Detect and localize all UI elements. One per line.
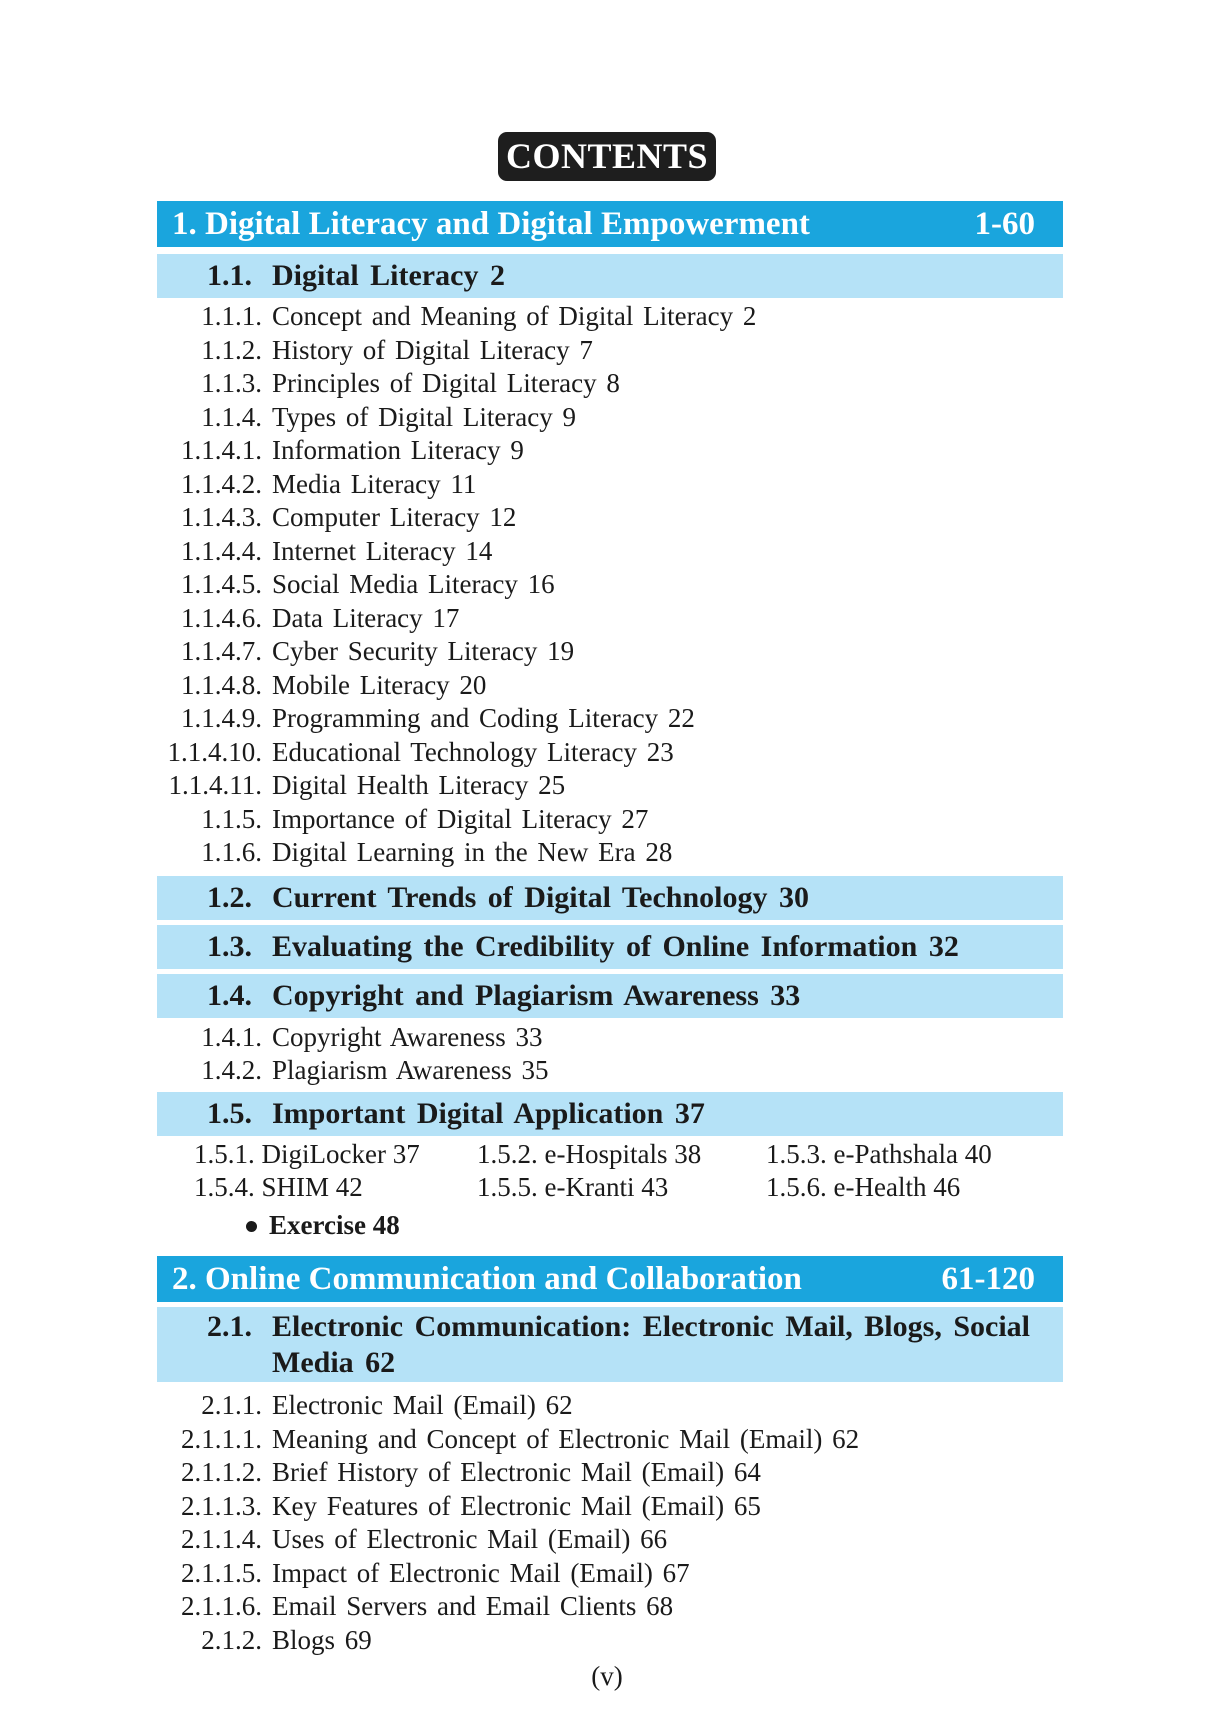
toc-entry-text: Educational Technology Literacy 23 (272, 736, 674, 767)
chapter-2-title: 2. Online Communication and Collaboration (172, 1261, 802, 1297)
title-wrap (0, 132, 1214, 181)
toc-entry (0, 334, 1214, 367)
toc-entry-text: Data Literacy 17 (272, 602, 460, 633)
toc-entry-number: 1.1.4.5. (181, 569, 262, 599)
toc-entry-text: Information Literacy 9 (272, 435, 524, 465)
toc-entry (0, 1490, 1214, 1523)
toc-entry-number: 1.1.4.4. (181, 535, 262, 566)
toc-entry-number: 1.1.2. (201, 334, 262, 365)
bullet-icon (246, 1221, 257, 1232)
toc-entry-text: Uses of Electronic Mail (Email) 66 (272, 1524, 668, 1554)
toc-entry-text: History of Digital Literacy 7 (272, 334, 593, 365)
toc-entry-text: Importance of Digital Literacy 27 (272, 803, 649, 834)
toc-entry-number: 2.1.1.2. (181, 1457, 262, 1487)
chapter-2-band (157, 1256, 1063, 1302)
toc-entry (0, 401, 1214, 434)
apps-row-2 (0, 1171, 1214, 1204)
chapter-2-pages: 61-120 (941, 1261, 1035, 1297)
toc-entry (0, 669, 1214, 702)
toc-entry-text: Cyber Security Literacy 19 (272, 636, 575, 666)
toc-entry-number: 2.1.1. (201, 1390, 262, 1420)
section-2-1-title: Electronic Communication: Electronic Mail, Blogs, Social Media 62 (272, 1310, 1030, 1379)
section-1-4-band (157, 974, 1063, 1018)
toc-entry-number: 1.4.2. (201, 1055, 262, 1085)
toc-entry (0, 1624, 1214, 1657)
section-1-5-title: Important Digital Application 37 (272, 1097, 705, 1130)
toc-entry-number: 2.1.1.6. (181, 1591, 262, 1621)
toc-entry-text: Plagiarism Awareness 35 (272, 1055, 549, 1085)
toc-entry (0, 736, 1214, 769)
toc-entry-number: 1.1.4.11. (168, 770, 262, 800)
toc-entry-number: 1.1.4.1. (181, 435, 262, 465)
toc-entry-text: Copyright Awareness 33 (272, 1022, 543, 1052)
toc-entry-text: Principles of Digital Literacy 8 (272, 368, 620, 398)
toc-entry (0, 468, 1214, 501)
toc-entry (0, 1054, 1214, 1087)
toc-entry-text: Digital Health Literacy 25 (272, 770, 566, 800)
section-1-1-title: Digital Literacy 2 (272, 259, 505, 292)
section-1-1-band (157, 254, 1063, 298)
toc-entry (0, 803, 1214, 836)
apps-row-1 (0, 1138, 1214, 1171)
toc-entry-number: 1.1.1. (201, 301, 262, 331)
toc-entry-text: Key Features of Electronic Mail (Email) 65 (272, 1490, 761, 1521)
toc-entry-text: Concept and Meaning of Digital Literacy 2 (272, 301, 757, 331)
toc-entry-text: Email Servers and Email Clients 68 (272, 1591, 674, 1621)
toc-entry-number: 1.1.5. (201, 803, 262, 834)
chapter-1-band (157, 201, 1063, 247)
toc-entry-number: 1.1.4.10. (167, 736, 262, 767)
toc-entry-text: Electronic Mail (Email) 62 (272, 1390, 573, 1420)
toc-entry-text: Types of Digital Literacy 9 (272, 401, 577, 432)
exercise-label: Exercise 48 (269, 1210, 400, 1240)
toc-entry (0, 702, 1214, 735)
toc-entry-number: 1.1.4.9. (181, 703, 262, 733)
toc-entry (0, 1021, 1214, 1054)
toc-entry (0, 635, 1214, 668)
section-1-4-title: Copyright and Plagiarism Awareness 33 (272, 979, 801, 1012)
toc-entry (0, 769, 1214, 802)
section-1-4-number: 1.4. (207, 979, 252, 1012)
toc-entry (0, 300, 1214, 333)
toc-entry (0, 1389, 1214, 1422)
toc-entry-number: 2.1.1.1. (181, 1423, 262, 1454)
toc-entry-text: Meaning and Concept of Electronic Mail (Email) 62 (272, 1423, 860, 1454)
toc-entry-number: 2.1.1.5. (181, 1557, 262, 1588)
toc-entry-text: Social Media Literacy 16 (272, 569, 555, 599)
toc-entry (0, 367, 1214, 400)
section-1-1-number: 1.1. (207, 259, 252, 292)
toc-entry-number: 2.1.1.3. (181, 1490, 262, 1521)
toc-entry-text: Impact of Electronic Mail (Email) 67 (272, 1557, 690, 1588)
toc-entry (0, 535, 1214, 568)
toc-entry (0, 1557, 1214, 1590)
section-2-1-number: 2.1. (207, 1310, 252, 1343)
toc-entry (0, 1423, 1214, 1456)
app-shim: 1.5.4. SHIM 42 (194, 1172, 363, 1202)
section-1-3-band (157, 925, 1063, 969)
toc-entry-number: 1.4.1. (201, 1022, 262, 1052)
toc-entry-number: 1.1.3. (201, 368, 262, 398)
toc-entry-text: Brief History of Electronic Mail (Email) 64 (272, 1457, 761, 1487)
toc-entry-number: 1.1.4.3. (181, 502, 262, 532)
app-digilocker: 1.5.1. DigiLocker 37 (194, 1139, 420, 1169)
toc-entry-number: 2.1.1.4. (181, 1524, 262, 1554)
toc-entry-text: Computer Literacy 12 (272, 502, 517, 532)
exercise-entry (246, 1209, 400, 1242)
toc-entry-text: Programming and Coding Literacy 22 (272, 703, 695, 733)
section-1-5-band (157, 1092, 1063, 1136)
toc-entry-number: 1.1.4. (201, 401, 262, 432)
section-1-3-number: 1.3. (207, 930, 252, 963)
toc-entry-number: 2.1.2. (201, 1624, 262, 1655)
section-2-1-band (157, 1307, 1063, 1382)
page-title: CONTENTS (498, 132, 716, 181)
toc-entry (0, 501, 1214, 534)
chapter-1-pages: 1-60 (974, 206, 1035, 242)
toc-entry-number: 1.1.6. (201, 837, 262, 867)
toc-entry (0, 836, 1214, 869)
toc-entry (0, 568, 1214, 601)
toc-entry-text: Media Literacy 11 (272, 468, 477, 499)
section-1-3-title: Evaluating the Credibility of Online Information 32 (272, 930, 959, 963)
toc-entry (0, 434, 1214, 467)
toc-entry-number: 1.1.4.2. (181, 468, 262, 499)
toc-entry-number: 1.1.4.6. (181, 602, 262, 633)
app-e-hospitals: 1.5.2. e-Hospitals 38 (477, 1139, 702, 1169)
section-1-2-band (157, 876, 1063, 920)
toc-entry (0, 1523, 1214, 1556)
section-1-2-number: 1.2. (207, 881, 252, 914)
app-e-pathshala: 1.5.3. e-Pathshala 40 (766, 1139, 992, 1169)
app-e-health: 1.5.6. e-Health 46 (766, 1172, 961, 1202)
section-1-5-number: 1.5. (207, 1097, 252, 1130)
toc-entry-text: Digital Learning in the New Era 28 (272, 837, 673, 867)
toc-entry-number: 1.1.4.8. (181, 669, 262, 700)
toc-entry-text: Blogs 69 (272, 1624, 372, 1655)
toc-entry-text: Internet Literacy 14 (272, 535, 493, 566)
page-number: (v) (591, 1661, 623, 1691)
toc-entry (0, 1456, 1214, 1489)
app-e-kranti: 1.5.5. e-Kranti 43 (477, 1172, 669, 1202)
toc-entry-number: 1.1.4.7. (181, 636, 262, 666)
toc-entry (0, 1590, 1214, 1623)
toc-entry (0, 602, 1214, 635)
toc-entry-text: Mobile Literacy 20 (272, 669, 487, 700)
section-1-2-title: Current Trends of Digital Technology 30 (272, 881, 810, 914)
chapter-1-title: 1. Digital Literacy and Digital Empowerment (172, 206, 810, 242)
